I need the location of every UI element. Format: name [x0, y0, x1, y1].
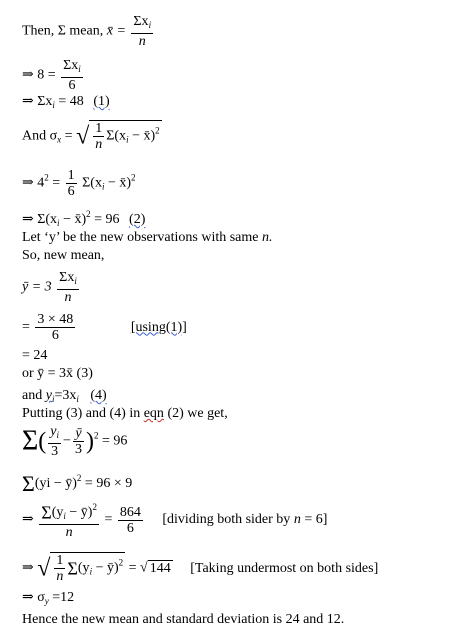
mean-formula-line: Then, Σ mean, x̄ = $\frac{\Sigma x_i}{n}$	[22, 14, 152, 49]
mean-value-line: ⇒ 8 = $\frac{\Sigma x_i}{6}$	[22, 58, 81, 93]
putting-line: Putting (3) and (4) in eqn (2) we get,	[22, 406, 228, 421]
conclusion-line: Hence the new mean and standard deviation is 24 and 12.	[22, 612, 345, 627]
mean-fraction: $\frac{\Sigma x_i}{n}$	[133, 14, 152, 49]
sqrt-icon: √	[76, 123, 90, 150]
new-observations-line: Let ‘y’ be the new observations with same n.	[22, 230, 273, 245]
new-mean-result: = 24	[22, 348, 48, 363]
variance-line: ⇒ $4^2$ = $\frac{1}{6}$ $\Sigma(x_i$ − x̄)$^2$	[22, 168, 136, 199]
new-mean-substitution-line: = $\frac{3 \times 48}{6}$ [using(1)]	[22, 312, 187, 343]
sum-line: ⇒ $\Sigma x_i = 48$ (1)	[22, 94, 110, 110]
sqrt-line: ⇒ √ $\frac{1}{n}$ $\Sigma(y_i$ − ȳ)$^2$ = √ 144 [Taking undermost on both sides]	[22, 553, 379, 584]
relation-line-3: or ȳ = 3x̄ (3)	[22, 366, 93, 381]
divided-line: ⇒ $\frac{\Sigma(y_i - ȳ)^2}{n}$ = $\frac{864}{6}$ [dividing both sider by n = 6]	[22, 502, 328, 540]
new-mean-heading: So, new mean,	[22, 248, 105, 263]
relation-line-4: and $y_i=3x_i$ (4)	[22, 388, 107, 404]
sqrt-icon: √	[140, 560, 148, 576]
sum-squares-line: ⇒ $\Sigma(x_i$ − x̄)$^2$ = 96 (2)	[22, 209, 146, 228]
new-mean-formula-line: ȳ = 3 $\frac{\Sigma x_i}{n}$	[22, 270, 77, 305]
sd-formula-line: And $\sigma_x$ = √ $\frac{1}{n}$ $\Sigma(x_i$ − x̄)$^2$	[22, 121, 160, 152]
sd-result-line: ⇒ $\sigma_y =12$	[22, 590, 75, 606]
sum-y-squares-line: Σ(yi − ȳ)$^2$ = 96 × 9	[22, 470, 133, 496]
scaled-sum-line: Σ( $\frac{y_i}{3}$ − $\frac{ȳ}{3}$ )$^2$ = 96	[22, 424, 128, 459]
sqrt-icon: √	[37, 555, 51, 582]
